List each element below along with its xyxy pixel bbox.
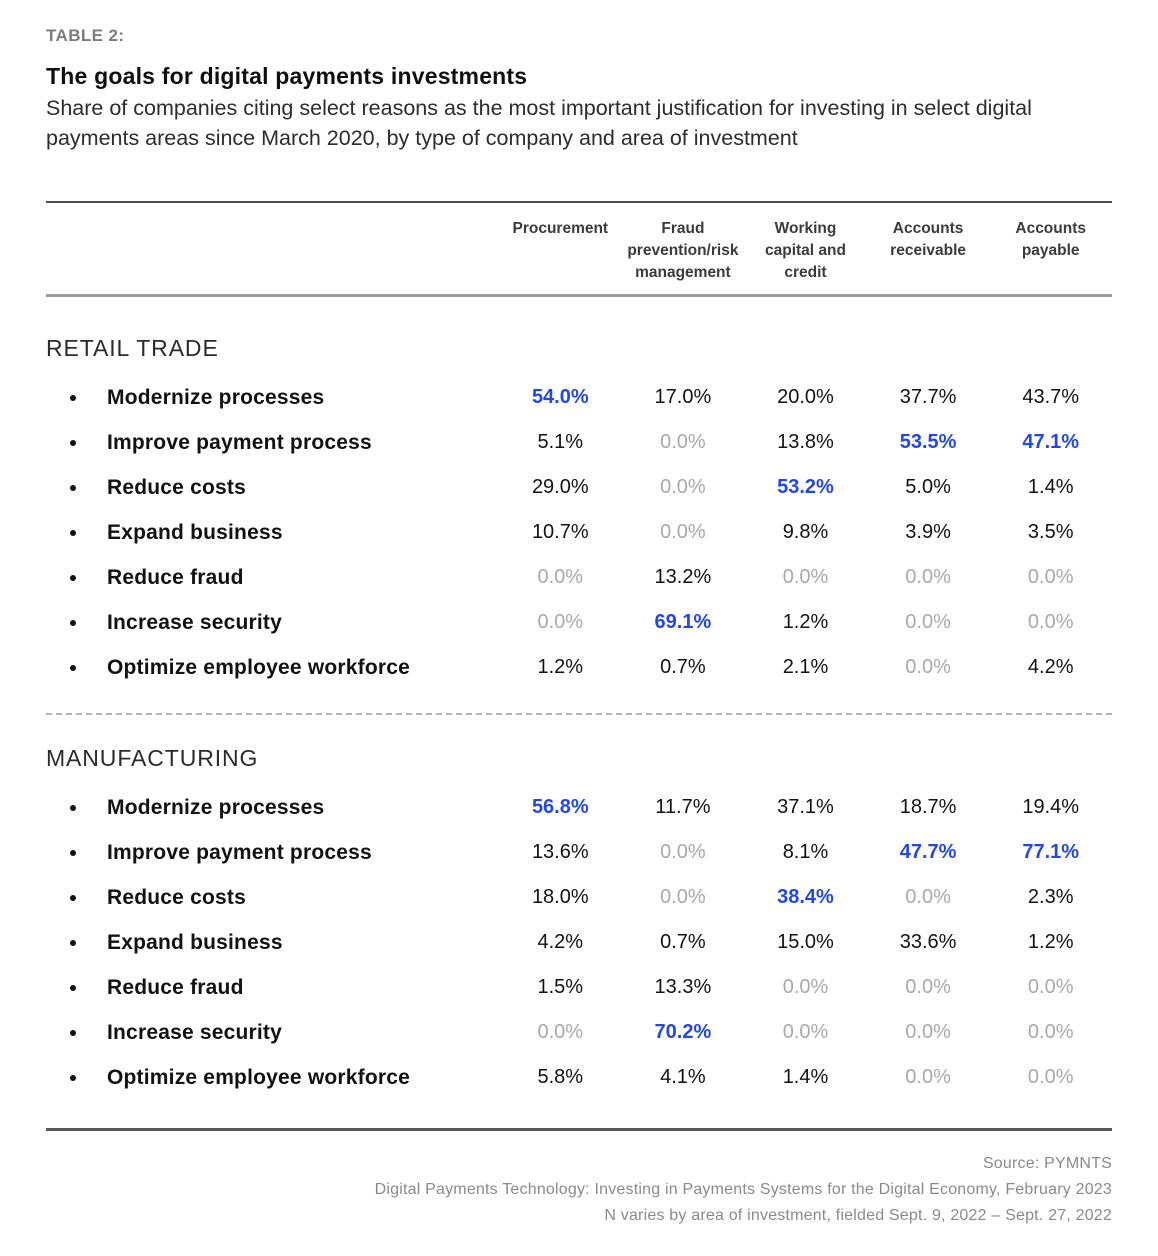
column-header-accounts-payable: [989, 218, 1112, 283]
value-cell: 2.3%: [1027, 886, 1074, 909]
value-cell: 4.2%: [1027, 656, 1074, 679]
table-subtitle: Share of companies citing select reasons as the most important justification for investing in select digital payments areas since March 2020, by type of company and area of investment: [46, 96, 1032, 150]
table-row: [46, 1055, 1112, 1100]
value-cell: 69.1%: [654, 611, 712, 634]
column-header-working-capital: [744, 218, 867, 283]
bullet-icon: [70, 1030, 76, 1036]
row-label-cell: [46, 521, 499, 545]
row-label: Improve payment process: [107, 430, 372, 454]
value-cell: 0.0%: [1027, 566, 1074, 589]
row-label: Improve payment process: [107, 840, 372, 864]
value-cell: 54.0%: [531, 386, 589, 409]
value-cell: 0.0%: [905, 886, 951, 909]
row-label-cell: [46, 656, 499, 680]
row-label: Reduce costs: [107, 475, 246, 499]
value-cell: 4.1%: [660, 1066, 706, 1089]
table-row: [46, 465, 1112, 510]
bullet-icon: [70, 575, 76, 581]
table-row: [46, 645, 1112, 690]
source-line: Source: PYMNTS: [982, 1155, 1112, 1173]
row-label-cell: [46, 976, 499, 1000]
row-label-cell: [46, 566, 499, 590]
value-cell: 13.2%: [654, 566, 712, 589]
table-row: [46, 830, 1112, 875]
column-header-line: capital and: [765, 242, 846, 259]
value-cell: 17.0%: [654, 386, 712, 409]
value-cell: 0.0%: [1027, 1021, 1074, 1044]
value-cell: 5.8%: [537, 1066, 584, 1089]
table-row: [46, 875, 1112, 920]
value-cell: 15.0%: [777, 931, 834, 954]
column-header-line: management: [635, 263, 731, 281]
section-rows-retail-trade: [46, 375, 1112, 690]
value-cell: 1.2%: [537, 656, 584, 679]
value-cell: 0.0%: [905, 976, 951, 999]
column-header-line: credit: [784, 263, 827, 281]
value-cell: 9.8%: [782, 521, 829, 544]
value-cell: 8.1%: [782, 841, 829, 864]
value-cell: 5.1%: [537, 431, 584, 454]
bullet-icon: [70, 530, 76, 536]
row-label: Reduce fraud: [107, 975, 244, 999]
bullet-icon: [70, 895, 76, 901]
value-cell: 47.1%: [1022, 431, 1080, 454]
value-cell: 0.0%: [537, 566, 584, 589]
value-cell: 33.6%: [899, 931, 957, 954]
row-label: Modernize processes: [107, 385, 325, 409]
column-header-procurement: [499, 218, 622, 283]
column-header-line: prevention/risk: [627, 242, 739, 259]
value-cell: 1.4%: [782, 1066, 829, 1089]
table-row: [46, 600, 1112, 645]
section-dashed-divider: [46, 713, 1112, 715]
value-cell: 0.7%: [660, 656, 706, 679]
column-header-line: Accounts: [892, 220, 964, 238]
header-divider-rule: [46, 294, 1112, 297]
value-cell: 3.5%: [1027, 521, 1074, 544]
value-cell: 70.2%: [654, 1021, 712, 1044]
value-cell: 0.0%: [660, 476, 706, 499]
column-header-line: Fraud: [661, 220, 705, 238]
bullet-icon: [70, 1075, 76, 1081]
value-cell: 13.8%: [777, 431, 834, 454]
value-cell: 0.0%: [905, 1021, 951, 1044]
bullet-icon: [70, 665, 76, 671]
value-cell: 37.7%: [899, 386, 957, 409]
value-cell: 0.0%: [782, 1021, 829, 1044]
value-cell: 77.1%: [1022, 841, 1080, 864]
row-label-cell: [46, 841, 499, 865]
value-cell: 0.0%: [782, 976, 829, 999]
value-cell: 2.1%: [782, 656, 829, 679]
column-header-line: payable: [1021, 242, 1080, 259]
bottom-rule: [46, 1128, 1112, 1131]
value-cell: 37.1%: [777, 796, 834, 819]
row-label-cell: [46, 476, 499, 500]
value-cell: 0.0%: [905, 656, 951, 679]
value-cell: 0.0%: [537, 1021, 584, 1044]
bullet-icon: [70, 395, 76, 401]
value-cell: 53.2%: [777, 476, 834, 499]
value-cell: 13.6%: [531, 841, 589, 864]
value-cell: 18.7%: [899, 796, 957, 819]
value-cell: 0.0%: [660, 521, 706, 544]
column-header-row: [46, 203, 1112, 283]
bullet-icon: [70, 985, 76, 991]
value-cell: 1.2%: [1027, 931, 1074, 954]
bullet-icon: [70, 440, 76, 446]
row-label: Increase security: [107, 610, 283, 634]
column-header-accounts-receivable: [867, 218, 990, 283]
column-header-fraud-prevention: [622, 218, 745, 283]
section-heading-manufacturing: MANUFACTURING: [46, 745, 259, 772]
row-label-cell: [46, 1021, 499, 1045]
bullet-icon: [70, 805, 76, 811]
value-cell: 1.4%: [1027, 476, 1074, 499]
row-label-cell: [46, 1066, 499, 1090]
value-cell: 0.0%: [905, 566, 951, 589]
value-cell: 0.0%: [1027, 611, 1074, 634]
bullet-icon: [70, 620, 76, 626]
column-header-line: Procurement: [512, 220, 609, 238]
value-cell: 3.9%: [905, 521, 951, 544]
value-cell: 0.0%: [782, 566, 829, 589]
column-header-line: Working: [774, 220, 837, 238]
value-cell: 1.2%: [782, 611, 829, 634]
table-title: The goals for digital payments investments: [46, 63, 528, 89]
row-label-cell: [46, 431, 499, 455]
row-label: Optimize employee workforce: [107, 1065, 410, 1089]
row-label: Reduce costs: [107, 885, 246, 909]
row-label: Expand business: [107, 930, 283, 954]
row-label-cell: [46, 611, 499, 635]
row-label: Reduce fraud: [107, 565, 244, 589]
value-cell: 11.7%: [655, 796, 711, 819]
value-cell: 0.0%: [905, 1066, 951, 1089]
value-cell: 0.0%: [905, 611, 951, 634]
value-cell: 0.0%: [1027, 976, 1074, 999]
value-cell: 47.7%: [899, 841, 957, 864]
corner-cell: [46, 218, 499, 283]
table-number-label: TABLE 2:: [46, 26, 125, 45]
table-row: [46, 920, 1112, 965]
table-row: [46, 375, 1112, 420]
table-row: [46, 420, 1112, 465]
value-cell: 43.7%: [1022, 386, 1080, 409]
table-row: [46, 510, 1112, 555]
value-cell: 10.7%: [531, 521, 589, 544]
value-cell: 1.5%: [537, 976, 584, 999]
value-cell: 0.0%: [1027, 1066, 1074, 1089]
row-label: Expand business: [107, 520, 283, 544]
methodology-line: N varies by area of investment, fielded Sept. 9, 2022 – Sept. 27, 2022: [604, 1207, 1112, 1225]
bullet-icon: [70, 850, 76, 856]
table-row: [46, 785, 1112, 830]
bullet-icon: [70, 940, 76, 946]
row-label-cell: [46, 386, 499, 410]
value-cell: 19.4%: [1022, 796, 1080, 819]
row-label: Optimize employee workforce: [107, 655, 410, 679]
section-heading-retail-trade: RETAIL TRADE: [46, 335, 219, 362]
value-cell: 56.8%: [531, 796, 589, 819]
value-cell: 20.0%: [777, 386, 834, 409]
column-header-line: receivable: [890, 242, 967, 259]
value-cell: 29.0%: [531, 476, 589, 499]
row-label: Modernize processes: [107, 795, 325, 819]
section-rows-manufacturing: [46, 785, 1112, 1100]
bullet-icon: [70, 485, 76, 491]
column-header-line: Accounts: [1015, 220, 1086, 238]
value-cell: 0.0%: [537, 611, 584, 634]
table-row: [46, 1010, 1112, 1055]
row-label-cell: [46, 931, 499, 955]
value-cell: 0.7%: [660, 931, 706, 954]
value-cell: 0.0%: [660, 431, 706, 454]
table-row: [46, 555, 1112, 600]
table-row: [46, 965, 1112, 1010]
value-cell: 4.2%: [537, 931, 584, 954]
row-label-cell: [46, 796, 499, 820]
value-cell: 38.4%: [777, 886, 834, 909]
value-cell: 18.0%: [531, 886, 589, 909]
row-label: Increase security: [107, 1020, 283, 1044]
report-title-line: Digital Payments Technology: Investing in Payments Systems for the Digital Economy, February 2023: [374, 1181, 1112, 1199]
value-cell: 0.0%: [660, 886, 706, 909]
source-footer: [46, 1151, 1112, 1229]
row-label-cell: [46, 886, 499, 910]
value-cell: 53.5%: [899, 431, 957, 454]
value-cell: 13.3%: [654, 976, 712, 999]
value-cell: 0.0%: [660, 841, 706, 864]
value-cell: 5.0%: [905, 476, 951, 499]
